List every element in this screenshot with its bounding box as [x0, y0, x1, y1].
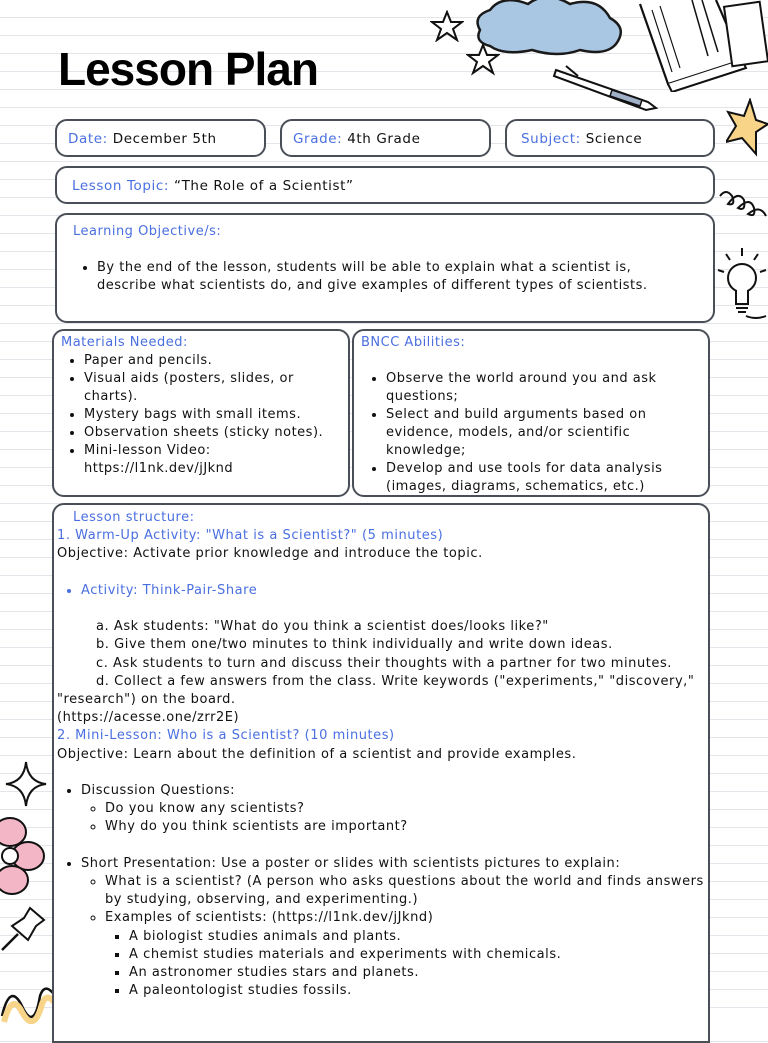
list-item: • Mystery bags with small items.: [84, 406, 342, 424]
grade-value: 4th Grade: [347, 131, 421, 147]
subject-value: Science: [585, 131, 643, 147]
list-item: • Visual aids (posters, slides, or charts).: [84, 370, 342, 406]
step-a: a. Ask students: "What do you think a scientist does/looks like?": [96, 619, 549, 635]
spring-icon: [718, 186, 768, 226]
list-item: ▪ A chemist studies materials and experiments with chemicals.: [129, 946, 706, 964]
bncc-list: [361, 370, 706, 496]
activity-item: • Activity: Think-Pair-Share: [81, 582, 706, 600]
sparkle-icon: [4, 760, 48, 808]
star-icon: [466, 42, 500, 76]
lightbulb-icon: [716, 246, 768, 324]
list-item: [81, 855, 706, 1001]
bncc-label: BNCC Abilities:: [361, 335, 466, 350]
section-objective: Objective: Learn about the definition of a scientist and provide examples.: [57, 746, 577, 762]
lesson-topic-label: Lesson Topic:: [72, 178, 170, 194]
list-item: [81, 782, 706, 837]
date-box: [55, 119, 266, 157]
star-icon: [430, 10, 464, 42]
discussion-label: Discussion Questions:: [81, 783, 236, 799]
list-item: • Observation sheets (sticky notes).: [84, 424, 342, 442]
lesson-structure-label: Lesson structure:: [73, 510, 195, 525]
star-yellow-icon: [726, 98, 768, 160]
learning-objectives-box: [55, 213, 715, 323]
section-heading: 1. Warm-Up Activity: "What is a Scientist?" (5 minutes): [57, 528, 444, 544]
list-item: ▪ A paleontologist studies fossils.: [129, 982, 706, 1000]
step-b: b. Give them one/two minutes to think individually and write down ideas.: [96, 637, 613, 653]
list-item: ◦ Why do you think scientists are important?: [105, 818, 706, 836]
materials-label: Materials Needed:: [61, 335, 188, 350]
learning-objectives-list: [73, 259, 693, 295]
lesson-topic-value: “The Role of a Scientist”: [173, 178, 354, 194]
list-item: [105, 909, 706, 1000]
grade-label: Grade:: [293, 131, 343, 147]
presentation-label: Short Presentation: Use a poster or slides with scientists pictures to explain:: [81, 855, 621, 871]
examples-label: Examples of scientists: (https://l1nk.dev/jJknd): [105, 910, 434, 926]
list-item: • Develop and use tools for data analysis (images, diagrams, schematics, etc.): [386, 460, 706, 496]
list-item: • Select and build arguments based on evidence, models, and/or scientific knowledge;: [386, 406, 706, 460]
materials-box: [52, 329, 350, 497]
list-item: • Paper and pencils.: [84, 352, 342, 370]
bncc-box: [352, 329, 710, 497]
subject-label: Subject:: [521, 131, 581, 147]
section-link[interactable]: (https://acesse.one/zrr2E): [57, 710, 240, 726]
materials-list: [61, 352, 342, 478]
page-title: Lesson Plan: [58, 43, 318, 95]
section-heading: 2. Mini-Lesson: Who is a Scientist? (10 minutes): [57, 728, 395, 744]
list-item: ▪ A biologist studies animals and plants.: [129, 928, 706, 946]
lesson-structure-box: [52, 503, 710, 1043]
learning-objectives-label: Learning Objective/s:: [73, 224, 222, 239]
section-objective: Objective: Activate prior knowledge and introduce the topic.: [57, 546, 483, 562]
step-c: c. Ask students to turn and discuss their thoughts with a partner for two minutes.: [96, 655, 672, 671]
pen-icon: [552, 62, 664, 114]
presentation-list: [57, 855, 706, 1001]
list-item: • Mini-lesson Video: https://l1nk.dev/jJknd: [84, 442, 342, 478]
list-item: ◦ What is a scientist? (A person who asks questions about the world and finds answers by studying, observing, and experimenting.): [105, 873, 706, 909]
list-item: • Observe the world around you and ask questions;: [386, 370, 706, 406]
lesson-topic-box: [55, 166, 715, 204]
date-value: December 5th: [112, 131, 217, 147]
discussion-list: [57, 782, 706, 837]
list-item: ◦ Do you know any scientists?: [105, 800, 706, 818]
grade-box: [280, 119, 491, 157]
pushpin-icon: [0, 904, 48, 962]
list-item: ▪ An astronomer studies stars and planets.: [129, 964, 706, 982]
date-label: Date:: [68, 131, 108, 147]
step-d: d. Collect a few answers from the class. Write keywords ("experiments," "discovery," "research") on the board.: [57, 673, 695, 708]
activity-list: [57, 582, 706, 600]
list-item: • By the end of the lesson, students will be able to explain what a scientist is, describe what scientists do, and give examples of different types of scientists.: [97, 259, 693, 295]
subject-box: [505, 119, 715, 157]
flower-icon: [0, 816, 46, 898]
